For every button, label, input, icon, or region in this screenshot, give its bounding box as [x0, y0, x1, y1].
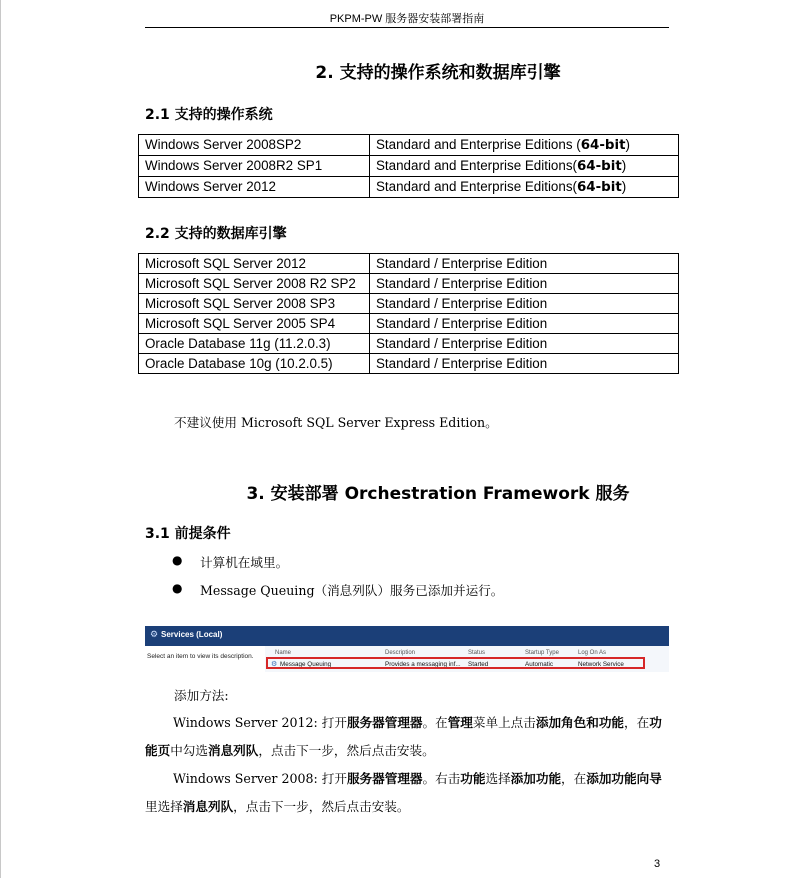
bits-text: 64-bit — [576, 159, 622, 174]
text: 中勾选 — [170, 743, 208, 758]
text: 里选择 — [145, 799, 183, 814]
highlight-box — [266, 657, 645, 669]
bold-text: 功能 — [460, 771, 486, 786]
db-name-cell: Microsoft SQL Server 2008 SP3 — [139, 294, 370, 314]
bullet-dot: ● — [172, 581, 183, 595]
running-header: PKPM-PW 服务器安装部署指南 — [329, 13, 485, 25]
text: ，在 — [561, 771, 587, 786]
page-edge — [0, 0, 1, 878]
row-cell: Provides a messaging inf... — [385, 661, 461, 668]
text: 菜单上点击 — [472, 715, 536, 730]
db-name-cell: Microsoft SQL Server 2008 R2 SP2 — [139, 274, 370, 294]
text: ，点击下一步，然后点击安装。 — [233, 799, 410, 814]
ws2012-instructions — [145, 709, 665, 765]
os-edition-cell — [370, 177, 679, 198]
bullet-item: Message Queuing（消息列队）服务已添加并运行。 — [200, 583, 504, 598]
db-edition-cell: Standard / Enterprise Edition — [370, 254, 679, 274]
edition-suffix: ) — [621, 179, 627, 194]
table-row — [139, 314, 679, 334]
db-name-cell: Microsoft SQL Server 2012 — [139, 254, 370, 274]
table-row — [139, 254, 679, 274]
edition-text: Standard and Enterprise Editions( — [376, 179, 577, 194]
db-edition-cell: Standard / Enterprise Edition — [370, 274, 679, 294]
bits-text: 64-bit — [580, 138, 626, 153]
bold-text: 消息列队 — [207, 743, 259, 758]
text: Windows Server 2012: 打开 — [173, 715, 347, 730]
bits-text: 64-bit — [576, 180, 622, 195]
os-name-cell: Windows Server 2008SP2 — [139, 135, 370, 156]
services-title: Services (Local) — [161, 630, 223, 639]
services-left-text: Select an item to view its description. — [147, 653, 254, 660]
col-header: Name — [275, 650, 292, 656]
prereq-heading: 3.1 前提条件 — [145, 526, 231, 542]
os-name-cell: Windows Server 2008R2 SP1 — [139, 156, 370, 177]
bold-text: 服务器管理器 — [346, 771, 423, 786]
os-table — [138, 134, 679, 198]
db-name-cell: Oracle Database 10g (10.2.0.5) — [139, 354, 370, 374]
bold-text: 添加功能向导 — [586, 771, 662, 786]
text: ，在 — [624, 715, 650, 730]
ws2008-instructions — [145, 765, 665, 821]
row-cell: Started — [468, 661, 489, 668]
db-name-cell: Microsoft SQL Server 2005 SP4 — [139, 314, 370, 334]
table-row — [139, 177, 679, 198]
col-header: Description — [385, 650, 416, 656]
edition-suffix: ) — [621, 158, 627, 173]
table-row — [139, 354, 679, 374]
bold-text: 添加功能 — [510, 771, 562, 786]
text: 。在 — [422, 715, 448, 730]
bullet-item: 计算机在域里。 — [200, 555, 289, 570]
os-name-cell: Windows Server 2012 — [139, 177, 370, 198]
bold-text: 管理 — [447, 715, 473, 730]
row-cell: Automatic — [525, 661, 553, 668]
section-3-title: 3. 安装部署 Orchestration Framework 服务 — [246, 484, 630, 504]
services-icon: ⚙ — [150, 630, 159, 640]
text: Windows Server 2008: 打开 — [173, 771, 347, 786]
row-cell: Network Service — [578, 661, 624, 668]
col-header: Startup Type — [525, 650, 559, 656]
table-row — [139, 274, 679, 294]
service-gear-icon: ⚙ — [271, 660, 278, 668]
express-note: 不建议使用 Microsoft SQL Server Express Edition。 — [174, 415, 498, 430]
table-row — [139, 294, 679, 314]
table-row — [139, 156, 679, 177]
table-row — [139, 135, 679, 156]
row-cell: Message Queuing — [280, 661, 332, 668]
db-edition-cell: Standard / Enterprise Edition — [370, 334, 679, 354]
db-name-cell: Oracle Database 11g (11.2.0.3) — [139, 334, 370, 354]
text: 。右击 — [422, 771, 461, 786]
db-edition-cell: Standard / Enterprise Edition — [370, 294, 679, 314]
text: 选择 — [485, 771, 511, 786]
edition-suffix: ) — [625, 137, 630, 152]
page-number: 3 — [654, 858, 661, 870]
table-row — [139, 334, 679, 354]
os-heading: 2.1 支持的操作系统 — [145, 107, 273, 123]
db-heading: 2.2 支持的数据库引擎 — [145, 226, 287, 242]
services-screenshot — [145, 626, 669, 672]
col-header: Status — [468, 650, 486, 656]
bullet-dot: ● — [172, 553, 183, 567]
section-2-title: 2. 支持的操作系统和数据库引擎 — [315, 63, 561, 83]
col-header: Log On As — [578, 650, 607, 656]
bold-text: 消息列队 — [182, 799, 234, 814]
services-titlebar — [145, 626, 669, 646]
bold-text: 添加角色和功能 — [535, 715, 624, 730]
db-edition-cell: Standard / Enterprise Edition — [370, 314, 679, 334]
bold-text: 服务器管理器 — [346, 715, 423, 730]
db-table — [138, 253, 679, 374]
text: ，点击下一步，然后点击安装。 — [258, 743, 435, 758]
header-rule — [145, 27, 669, 28]
os-edition-cell — [370, 135, 679, 156]
os-edition-cell — [370, 156, 679, 177]
bold-text: 功能页 — [145, 715, 662, 758]
db-edition-cell: Standard / Enterprise Edition — [370, 354, 679, 374]
edition-text: Standard and Enterprise Editions ( — [376, 137, 581, 152]
method-label: 添加方法: — [174, 688, 229, 703]
edition-text: Standard and Enterprise Editions( — [376, 158, 577, 173]
